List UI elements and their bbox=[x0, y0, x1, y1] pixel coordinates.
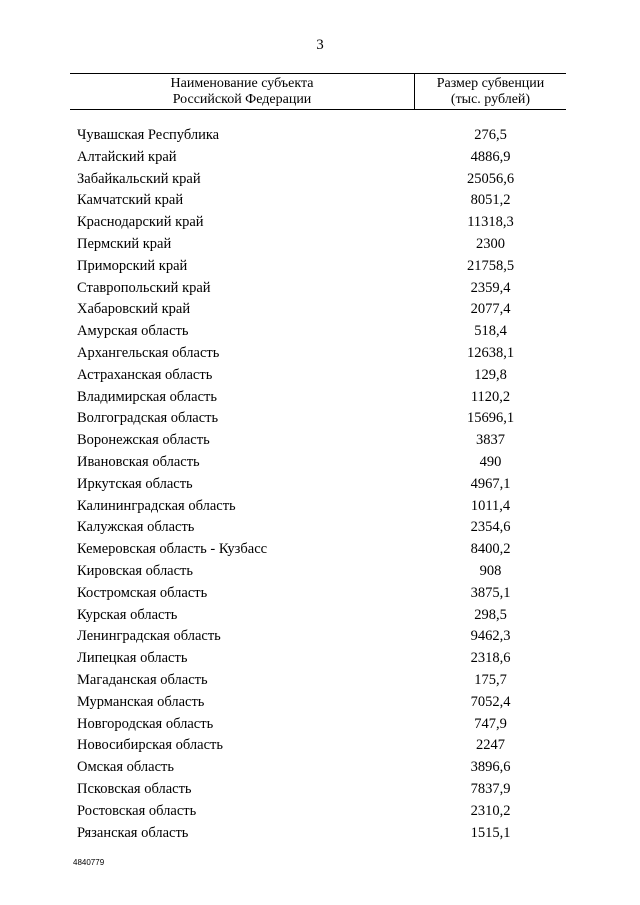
region-name-cell: Волгоградская область bbox=[77, 410, 219, 427]
subvention-amount-cell: 3875,1 bbox=[470, 584, 511, 601]
subvention-amount-cell: 2359,4 bbox=[470, 279, 511, 296]
region-name-cell: Алтайский край bbox=[77, 148, 177, 165]
region-name-cell: Забайкальский край bbox=[77, 170, 201, 187]
table-row bbox=[0, 256, 640, 278]
region-name-cell: Воронежская область bbox=[77, 432, 210, 449]
region-name-cell: Рязанская область bbox=[77, 824, 189, 841]
amount-header-line2: (тыс. рублей) bbox=[450, 91, 531, 107]
table-body bbox=[0, 125, 640, 844]
table-row bbox=[0, 583, 640, 605]
table-row bbox=[0, 234, 640, 256]
table-row bbox=[0, 561, 640, 583]
page-number: 3 bbox=[316, 37, 324, 53]
amount-header-line1: Размер субвенции bbox=[436, 75, 545, 91]
table-row bbox=[0, 496, 640, 518]
subvention-amount-cell: 4886,9 bbox=[470, 148, 511, 165]
region-name-cell: Калининградская область bbox=[77, 497, 236, 514]
subvention-amount-cell: 9462,3 bbox=[470, 628, 511, 645]
subvention-amount-cell: 518,4 bbox=[474, 323, 507, 340]
table-row bbox=[0, 365, 640, 387]
region-name-cell: Ивановская область bbox=[77, 453, 200, 470]
region-name-cell: Пермский край bbox=[77, 235, 172, 252]
table-row bbox=[0, 430, 640, 452]
table-row bbox=[0, 648, 640, 670]
table-row bbox=[0, 408, 640, 430]
subvention-amount-cell: 747,9 bbox=[474, 715, 507, 732]
region-header-line1: Наименование субъекта bbox=[170, 75, 314, 91]
table-row bbox=[0, 147, 640, 169]
subvention-amount-cell: 129,8 bbox=[474, 366, 507, 383]
table-row bbox=[0, 387, 640, 409]
subvention-amount-cell: 175,7 bbox=[474, 671, 507, 688]
table-row bbox=[0, 321, 640, 343]
region-name-cell: Магаданская область bbox=[77, 671, 208, 688]
subvention-amount-cell: 1120,2 bbox=[470, 388, 511, 405]
subvention-amount-cell: 2310,2 bbox=[470, 802, 511, 819]
subvention-amount-cell: 298,5 bbox=[474, 606, 507, 623]
region-name-column-header bbox=[70, 74, 415, 109]
subvention-amount-cell: 1515,1 bbox=[470, 824, 511, 841]
region-name-cell: Ставропольский край bbox=[77, 279, 211, 296]
table-row bbox=[0, 278, 640, 300]
subvention-amount-cell: 15696,1 bbox=[466, 410, 515, 427]
region-name-cell: Костромская область bbox=[77, 584, 208, 601]
table-row bbox=[0, 169, 640, 191]
subvention-amount-cell: 21758,5 bbox=[466, 257, 515, 274]
table-row bbox=[0, 474, 640, 496]
subvention-amount-cell: 3837 bbox=[476, 432, 505, 449]
table-row bbox=[0, 452, 640, 474]
table-row bbox=[0, 626, 640, 648]
subvention-amount-cell: 2354,6 bbox=[470, 519, 511, 536]
region-name-cell: Амурская область bbox=[77, 323, 189, 340]
subvention-amount-cell: 2077,4 bbox=[470, 301, 511, 318]
table-row bbox=[0, 125, 640, 147]
region-name-cell: Иркутская область bbox=[77, 475, 193, 492]
subvention-amount-cell: 12638,1 bbox=[466, 344, 515, 361]
region-name-cell: Новгородская область bbox=[77, 715, 214, 732]
region-name-cell: Псковская область bbox=[77, 780, 192, 797]
region-name-cell: Владимирская область bbox=[77, 388, 217, 405]
table-row bbox=[0, 190, 640, 212]
subvention-amount-cell: 7837,9 bbox=[470, 780, 511, 797]
region-name-cell: Астраханская область bbox=[77, 366, 213, 383]
region-header-line2: Российской Федерации bbox=[172, 91, 312, 107]
subvention-amount-column-header bbox=[415, 74, 566, 109]
region-name-cell: Чувашская Республика bbox=[77, 127, 220, 143]
table-row bbox=[0, 299, 640, 321]
table-row bbox=[0, 517, 640, 539]
document-code: 4840779 bbox=[73, 858, 105, 867]
subvention-amount-cell: 2318,6 bbox=[470, 650, 511, 667]
region-name-cell: Мурманская область bbox=[77, 693, 205, 710]
region-name-cell: Курская область bbox=[77, 606, 178, 623]
region-name-cell: Кировская область bbox=[77, 562, 194, 579]
region-name-cell: Калужская область bbox=[77, 519, 195, 536]
subvention-amount-cell: 2247 bbox=[476, 737, 505, 754]
table-row bbox=[0, 212, 640, 234]
region-name-cell: Новосибирская область bbox=[77, 737, 223, 754]
region-name-cell: Ростовская область bbox=[77, 802, 197, 819]
region-name-cell: Камчатский край bbox=[77, 192, 184, 209]
region-name-cell: Приморский край bbox=[77, 257, 188, 274]
region-name-cell: Архангельская область bbox=[77, 344, 220, 361]
subvention-amount-cell: 11318,3 bbox=[467, 214, 514, 231]
subvention-amount-cell: 2300 bbox=[476, 235, 505, 252]
region-name-cell: Липецкая область bbox=[77, 650, 188, 667]
subvention-amount-cell: 25056,6 bbox=[466, 170, 515, 187]
subvention-amount-cell: 8051,2 bbox=[470, 192, 511, 209]
subvention-amount-cell: 908 bbox=[479, 562, 502, 579]
subvention-amount-cell: 276,5 bbox=[474, 127, 507, 143]
subvention-amount-cell: 1011,4 bbox=[470, 497, 511, 514]
subvention-amount-cell: 4967,1 bbox=[470, 475, 511, 492]
region-name-cell: Краснодарский край bbox=[77, 214, 204, 231]
table-row bbox=[0, 823, 640, 845]
table-row bbox=[0, 670, 640, 692]
region-name-cell: Хабаровский край bbox=[77, 301, 191, 318]
table-row bbox=[0, 735, 640, 757]
table-row bbox=[0, 801, 640, 823]
table-row bbox=[0, 757, 640, 779]
region-name-cell: Кемеровская область - Кузбасс bbox=[77, 541, 268, 558]
table-row bbox=[0, 714, 640, 736]
table-row bbox=[0, 539, 640, 561]
region-name-cell: Ленинградская область bbox=[77, 628, 221, 645]
table-header bbox=[70, 73, 566, 110]
table-row bbox=[0, 605, 640, 627]
table-row bbox=[0, 343, 640, 365]
subvention-amount-cell: 490 bbox=[479, 453, 502, 470]
region-name-cell: Омская область bbox=[77, 759, 174, 776]
subvention-amount-cell: 3896,6 bbox=[470, 759, 511, 776]
subvention-amount-cell: 7052,4 bbox=[470, 693, 511, 710]
subvention-amount-cell: 8400,2 bbox=[470, 541, 511, 558]
table-row bbox=[0, 692, 640, 714]
table-row bbox=[0, 779, 640, 801]
